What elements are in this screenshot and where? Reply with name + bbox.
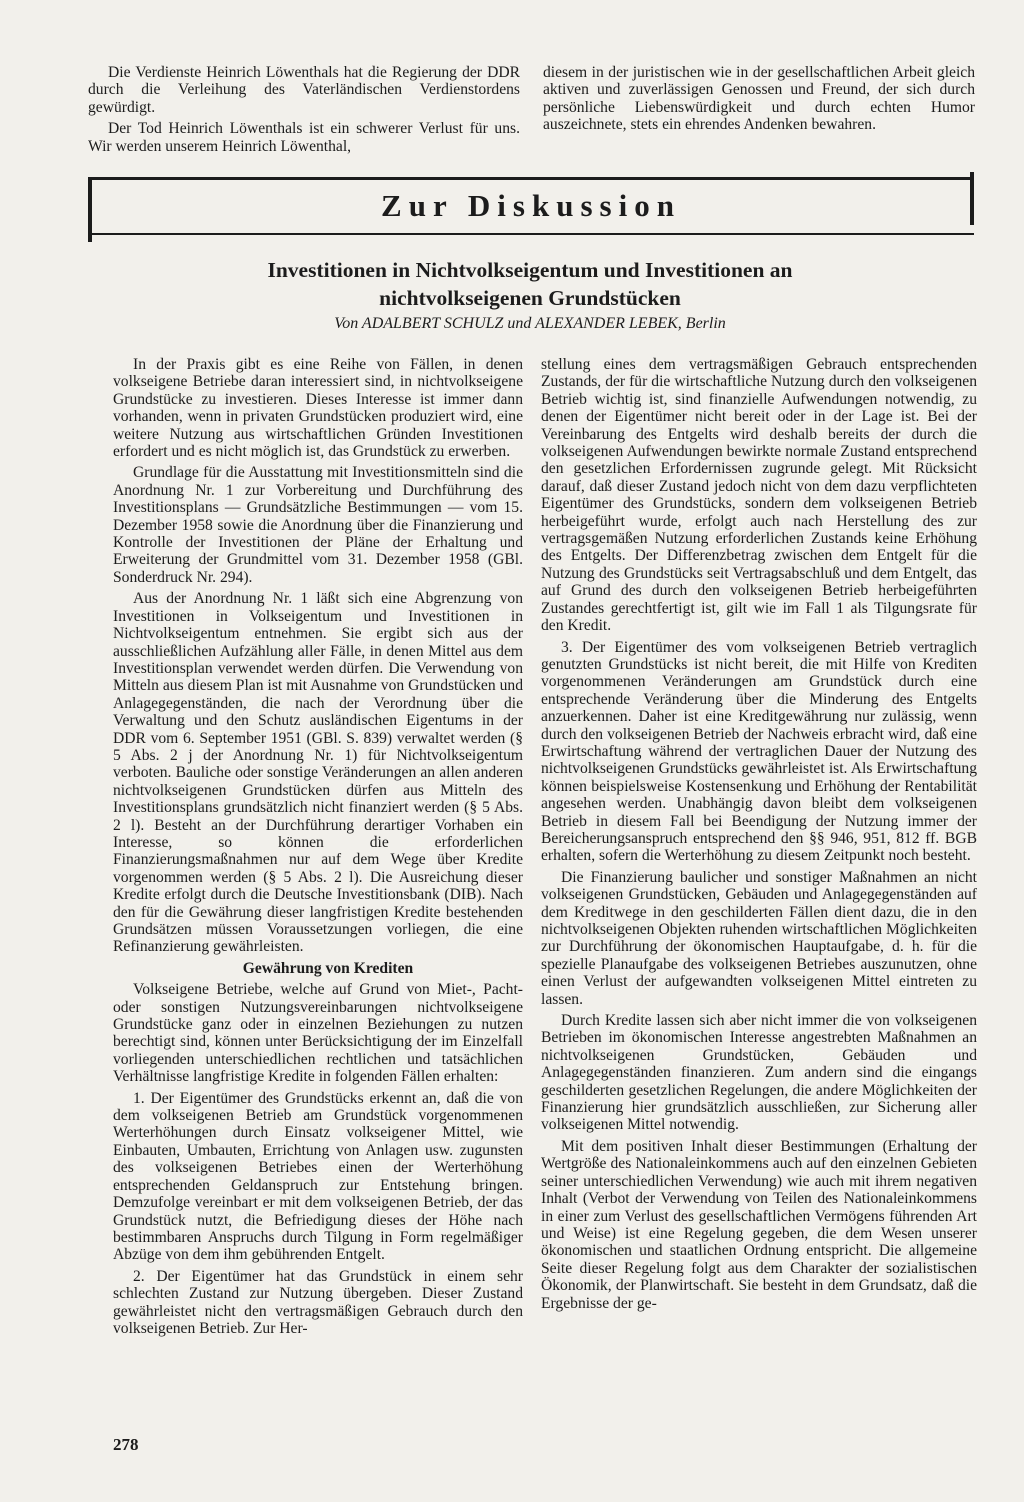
subheading: Gewährung von Krediten [242, 959, 414, 977]
top-right-column [543, 64, 975, 138]
top-left-column [88, 64, 520, 159]
article-right-column [541, 356, 977, 1316]
paragraph: Mit dem positiven Inhalt dieser Bestimmungen (Erhaltung der Wertgröße des Nationaleinkommens auch auf den einzelnen Gebieten seiner unterschiedlichen Verwendung) wie auch mit ihrem negativen Inhalt (Verbot der Verwendung von Teilen des Nationaleinkommens in einer zum Verlust des gesellschaftlichen Vermögens führenden Art und Weise) ist eine Regelung gegeben, die dem Wesen unserer ökonomischen und staatlichen Ordnung entspricht. Die allgemeine Seite dieser Regelung folgt aus dem Charakter der sozialistischen Ökonomik, der Planwirtschaft. Sie besteht in dem Grundsatz, daß die Ergebnisse der ge- [541, 1137, 977, 1312]
paragraph: 3. Der Eigentümer des vom volkseigenen Betrieb vertraglich genutzten Grundstücks ist nicht bereit, die mit Hilfe von Krediten vorgenommenen Veränderungen am Grundstück durch eine entsprechende Veränderung über die Minderung des Entgelts anzuerkennen. Daher ist eine Kreditgewährung nur zulässig, wenn durch den volkseigenen Betrieb der Nachweis erbracht wird, daß eine Erwirtschaftung während der vertraglichen Dauer der Nutzung des nichtvolkseigenen Grundstücks gewährleistet ist. Als Erwirtschaftung können beispielsweise Kostensenkung und Erhöhung der Rentabilität angesehen werden. Unabhängig davon bleibt dem volkseigenen Betrieb in diesem Fall bei Beendigung der Nutzung immer der Bereicherungsanspruch entsprechend den §§ 946, 951, 812 ff. BGB erhalten, sofern die Werterhöhung zu diesem Zeitpunkt noch besteht. [541, 638, 977, 865]
section-banner [88, 177, 974, 235]
section-title: Zur Diskussion [381, 188, 681, 223]
byline: Von ADALBERT SCHULZ und ALEXANDER LEBEK, Berlin [334, 315, 726, 332]
article-title [160, 256, 900, 312]
paragraph: Grundlage für die Ausstattung mit Investitionsmitteln sind die Anordnung Nr. 1 zur Vorbereitung und Durchführung des Investitionsplans — Grundsätzliche Bestimmungen — vom 15. Dezember 1958 sowie die Anordnung über die Finanzierung und Kontrolle der Investitionen der Pläne der Erhaltung und Erweiterung der Grundmittel vom 31. Dezember 1958 (GBl. Sonderdruck Nr. 294). [113, 464, 523, 586]
paragraph: Aus der Anordnung Nr. 1 läßt sich eine Abgrenzung von Investitionen in Volkseigentum und Investitionen in Nichtvolkseigentum entnehmen. Sie ergibt sich aus der ausschließlichen Aufzählung aller Fälle, in denen Mittel aus dem Investitionsplan verwendet werden dürfen. Die Verwendung von Mitteln aus diesem Plan ist mit Ausnahme von Grundstücken und Anlagegegenständen, die nach der Verordnung über die Verwaltung und den Schutz ausländischen Eigentums in der DDR vom 6. September 1951 (GBl. S. 839) verwaltet werden (§ 5 Abs. 2 j der Anordnung Nr. 1) für Nichtvolkseigentum verboten. Bauliche oder sonstige Veränderungen an allen anderen nichtvolkseigenen Grundstücken dürfen aus Mitteln des Investitionsplans grundsätzlich nicht finanziert werden (§ 5 Abs. 2 l). Besteht an der Durchführung derartiger Vorhaben ein Interesse, so können die erforderlichen Finanzierungsmaßnahmen nur auf dem Wege über Kredite vorgenommen werden (§ 5 Abs. 2 l). Die Ausreichung dieser Kredite erfolgt durch die Deutsche Investitionsbank (DIB). Nach den für die Gewährung dieser langfristigen Kredite bestehenden Grundsätzen müssen Voraussetzungen vorliegen, die eine Refinanzierung gewährleisten. [113, 590, 523, 956]
paragraph: In der Praxis gibt es eine Reihe von Fällen, in denen volkseigene Betriebe daran interessiert sind, in nichtvolkseigene Grundstücke zu investieren. Dieses Interesse ist immer dann vorhanden, wenn in privaten Grundstücken produziert wird, eine weitere Nutzung aus wirtschaftlichen Gründen Investitionen erfordert und es nicht möglich ist, das Grundstück zu erwerben. [113, 356, 523, 461]
paragraph: 2. Der Eigentümer hat das Grundstück in einem sehr schlechten Zustand zur Nutzung übergeben. Dieser Zustand gewährleistet nicht den vertragsmäßigen Gebrauch durch den volkseigenen Betrieb. Zur Her- [113, 1267, 523, 1337]
article-title-line: nichtvolkseigenen Grundstücken [379, 286, 681, 310]
paragraph: Der Tod Heinrich Löwenthals ist ein schwerer Verlust für uns. Wir werden unserem Heinrich Löwenthal, [88, 120, 520, 155]
paragraph: Die Verdienste Heinrich Löwenthals hat die Regierung der DDR durch die Verleihung des Vaterländischen Verdienstordens gewürdigt. [88, 64, 520, 116]
paragraph: stellung eines dem vertragsmäßigen Gebrauch entsprechenden Zustands, der für die wirtschaftliche Nutzung durch den volkseigenen Betrieb wichtig ist, sind finanzielle Aufwendungen notwendig, zu denen der Eigentümer nicht bereit oder in der Lage ist. Bei der Vereinbarung des Entgelts wird deshalb bereits der durch die volkseigenen Aufwendungen bewirkte normale Zustand entsprechend den gesetzlichen Erfordernissen zugrunde gelegt. Mit Rücksicht darauf, daß dieser Zustand jedoch nicht von dem dazu verpflichteten Eigentümer des Grundstücks, sondern dem volkseigenen Betrieb herbeigeführt wurde, erfolgt auch nach Herstellung des zur vertragsgemäßen Nutzung erforderlichen Zustands keine Erhöhung des Entgelts. Der Differenzbetrag zwischen dem Entgelt für die Nutzung des Grundstücks seit Vertragsabschluß und dem Entgelt, das auf Grund des durch den volkseigenen Betrieb herbeigeführten Zustandes gerechtfertigt ist, gilt wie im Fall 1 als Tilgungsrate für den Kredit. [541, 356, 977, 635]
page-number: 278 [113, 1435, 139, 1454]
paragraph: Die Finanzierung baulicher und sonstiger Maßnahmen an nicht volkseigenen Grundstücken, Gebäuden und Anlagegegenständen auf dem Kreditwege in den geschilderten Fällen dient dazu, die in den nichtvolkseigenen Objekten ruhenden wirtschaftlichen Möglichkeiten zur Durchführung der ökonomischen Hauptaufgabe, d. h. für die spezielle Planaufgabe des volkseigenen Betriebes auszunutzen, ohne einen Verlust der aufgewandten volkseigenen Mittel eintreten zu lassen. [541, 868, 977, 1008]
article-title-line: Investitionen in Nichtvolkseigentum und Investitionen an [267, 258, 793, 282]
paragraph: Durch Kredite lassen sich aber nicht immer die von volkseigenen Betrieben im ökonomischen Interesse angestrebten Maßnahmen an nichtvolkseigenen Grundstücken, Gebäuden und Anlagegegenständen finanzieren. Zum andern sind die eingangs geschilderten gesetzlichen Regelungen, die andere Möglichkeiten der Finanzierung hier grundsätzlich ausschließen, zur Sicherung aller volkseigenen Mittel notwendig. [541, 1012, 977, 1134]
paragraph: diesem in der juristischen wie in der gesellschaftlichen Arbeit gleich aktiven und zuverlässigen Genossen und Freund, der sich durch persönliche Liebenswürdigkeit und durch echten Humor auszeichnete, stets ein ehrendes Andenken bewahren. [543, 64, 975, 134]
article-left-column [113, 356, 523, 1341]
paragraph: Volkseigene Betriebe, welche auf Grund von Miet-, Pacht- oder sonstigen Nutzungsvereinbarungen nichtvolkseigene Grundstücke ganz oder in einzelnen Beziehungen zu nutzen berechtigt sind, können unter Berücksichtigung der im Einzelfall vorliegenden unterschiedlichen rechtlichen und tatsächlichen Verhältnisse langfristige Kredite in folgenden Fällen erhalten: [113, 981, 523, 1086]
paragraph: 1. Der Eigentümer des Grundstücks erkennt an, daß die von dem volkseigenen Betrieb am Grundstück vorgenommenen Werterhöhungen durch Einsatz volkseigener Mittel, wie Einbauten, Umbauten, Errichtung von Anlagen usw. zugunsten des volkseigenen Betriebes einen der Werterhöhung entsprechenden Geldanspruch zur Entstehung bringen. Demzufolge vereinbart er mit dem volkseigenen Betrieb, der das Grundstück nutzt, die Befriedigung dieses der Höhe nach bestimmbaren Anspruchs durch Tilgung in Form regelmäßiger Abzüge von dem ihm gebührenden Entgelt. [113, 1089, 523, 1264]
